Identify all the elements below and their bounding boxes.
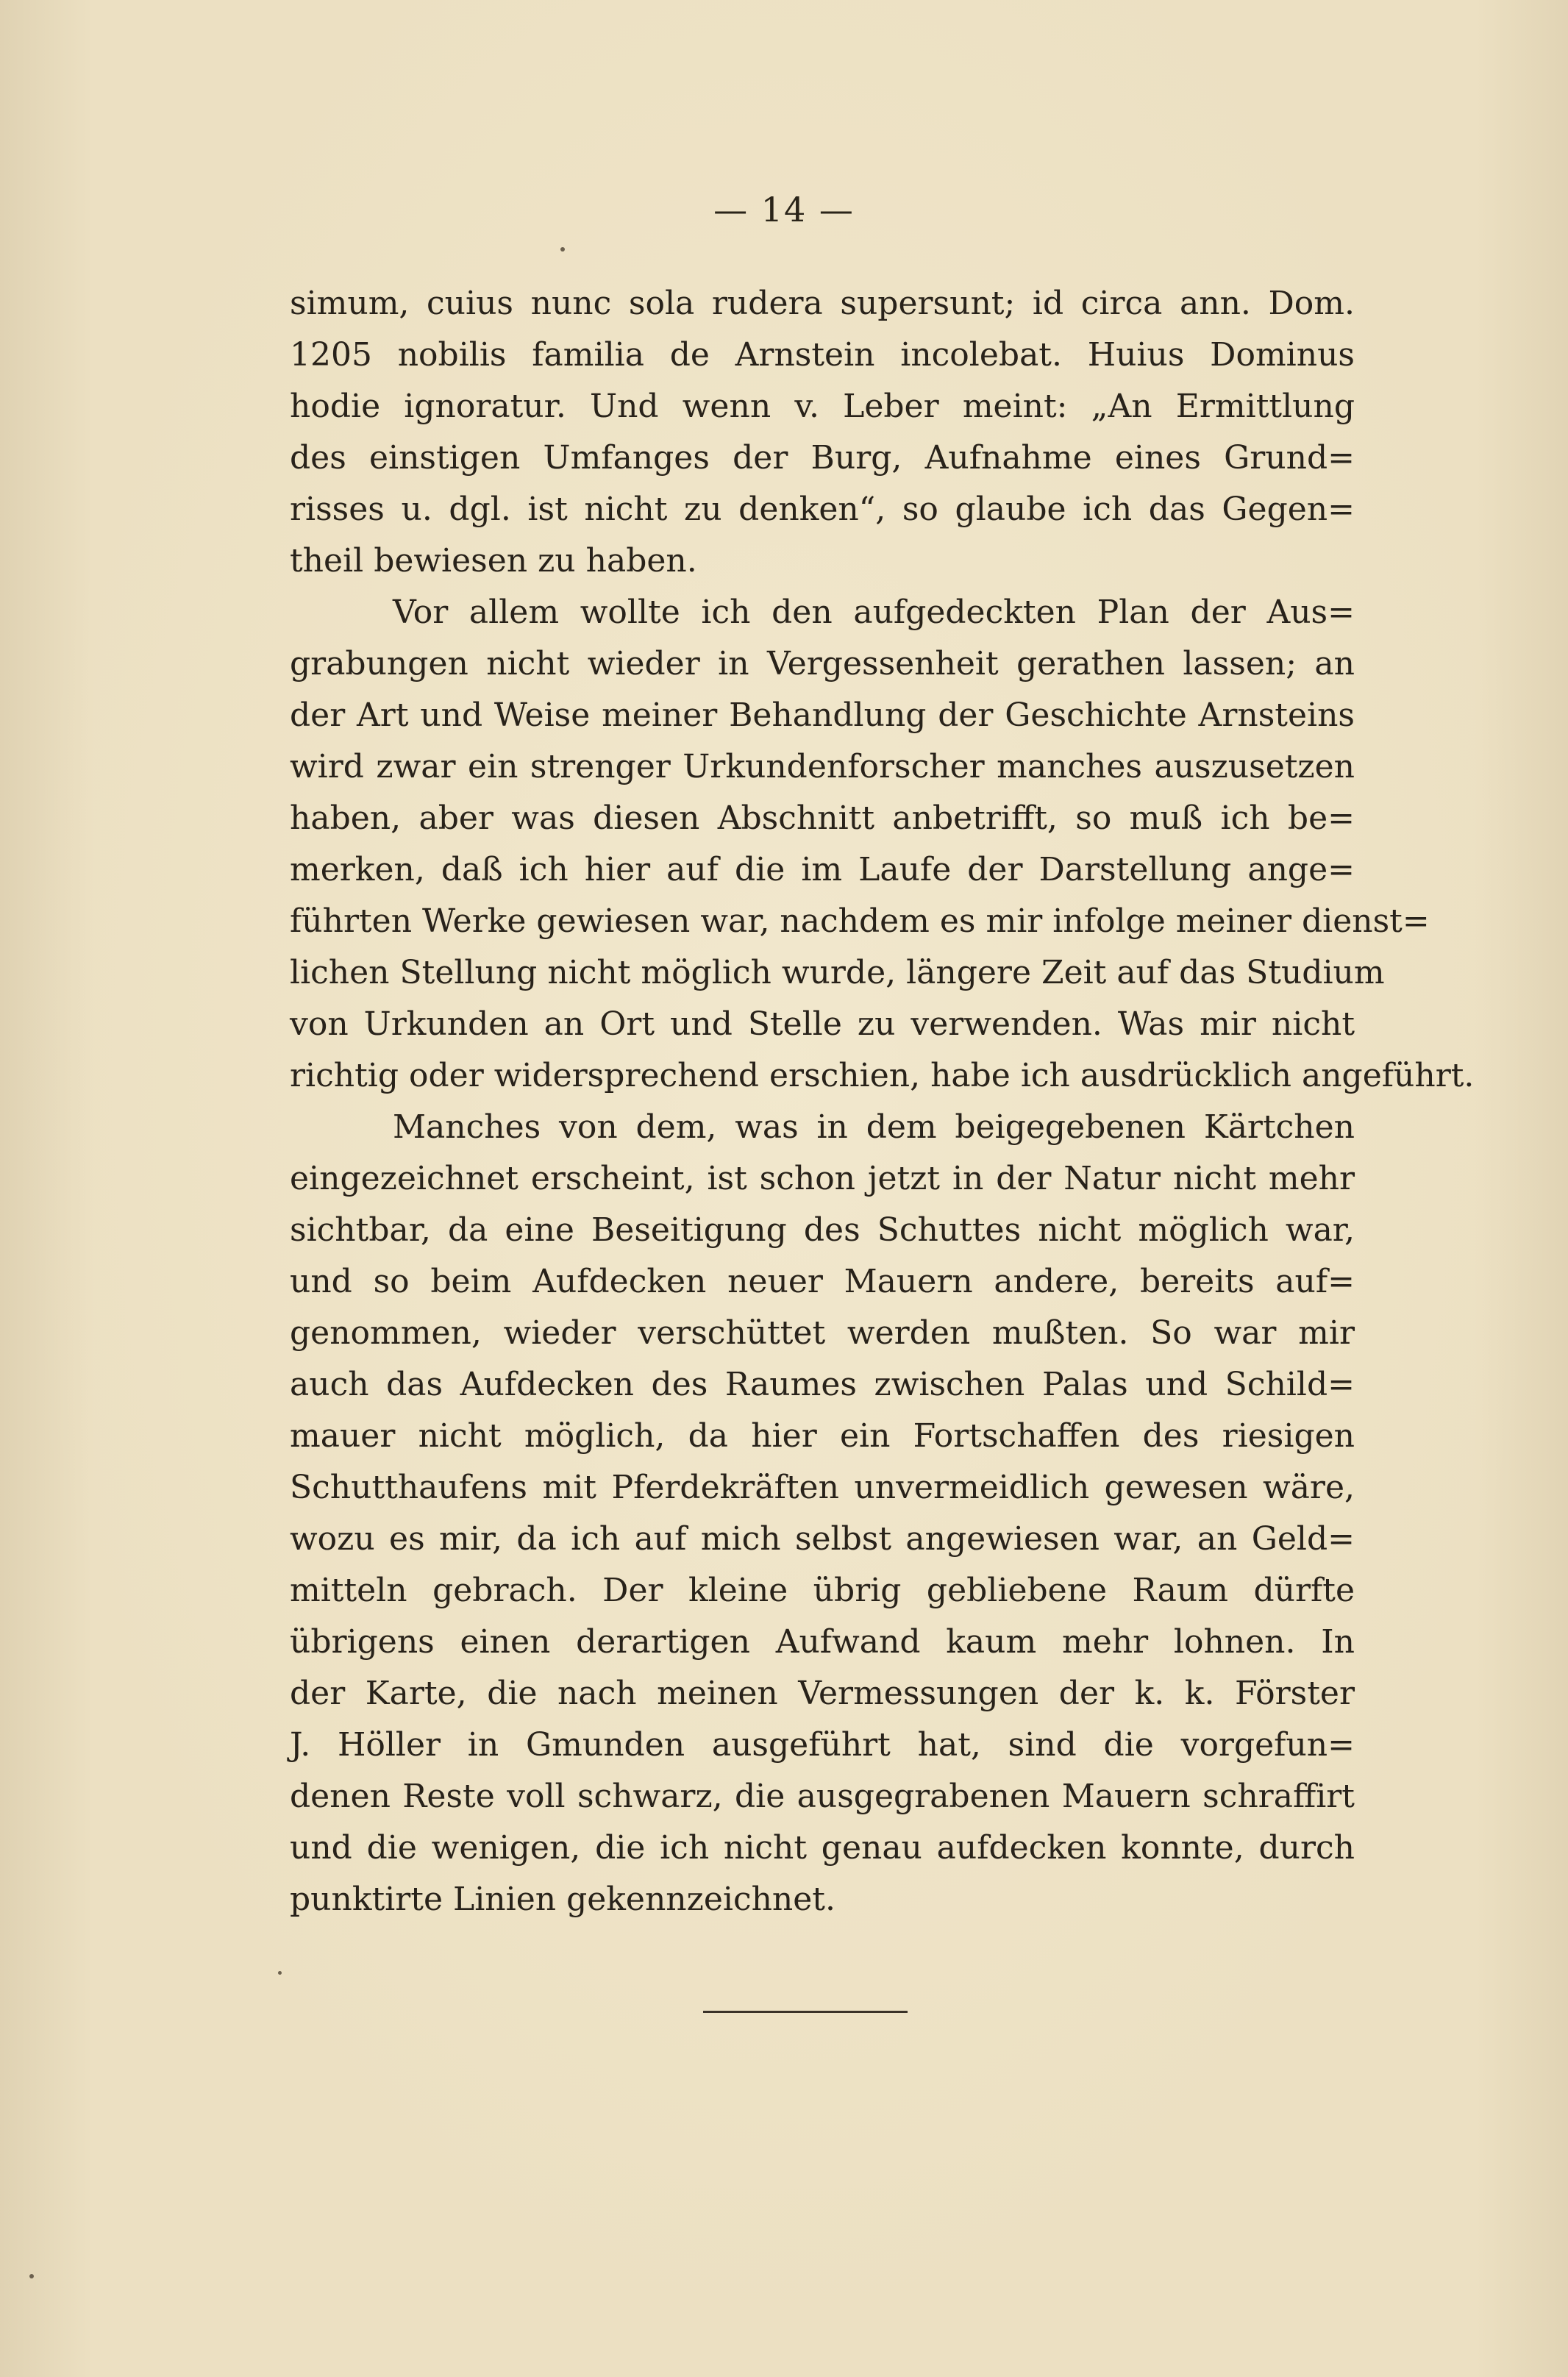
text-line: des einstigen Umfanges der Burg, Aufnahme eines Grund= xyxy=(290,439,1355,477)
text-line: wird zwar ein strenger Urkundenforscher manches auszusetzen xyxy=(290,748,1355,785)
page-number: — 14 — xyxy=(713,190,855,229)
text-line: lichen Stellung nicht möglich wurde, längere Zeit auf das Studium xyxy=(290,954,1385,991)
text-line: eingezeichnet erscheint, ist schon jetzt in der Natur nicht mehr xyxy=(290,1160,1355,1197)
text-line: simum, cuius nunc sola rudera supersunt; id circa ann. Dom. xyxy=(290,285,1355,322)
text-line: richtig oder widersprechend erschien, habe ich ausdrücklich angeführt. xyxy=(290,1057,1475,1094)
text-line: auch das Aufdecken des Raumes zwischen Palas und Schild= xyxy=(290,1366,1355,1403)
text-line: grabungen nicht wieder in Vergessenheit gerathen lassen; an xyxy=(290,645,1355,683)
text-line: mitteln gebrach. Der kleine übrig gebliebene Raum dürfte xyxy=(290,1572,1355,1609)
text-line: und so beim Aufdecken neuer Mauern andere, bereits auf= xyxy=(290,1263,1355,1300)
text-line: von Urkunden an Ort und Stelle zu verwenden. Was mir nicht xyxy=(290,1005,1355,1043)
text-line: Manches von dem, was in dem beigegebenen Kärtchen xyxy=(393,1108,1355,1146)
text-line: hodie ignoratur. Und wenn v. Leber meint: „An Ermittlung xyxy=(290,388,1355,425)
text-line: der Karte, die nach meinen Vermessungen der k. k. Förster xyxy=(290,1675,1355,1712)
text-line: genommen, wieder verschüttet werden mußten. So war mir xyxy=(290,1314,1355,1352)
text-line: 1205 nobilis familia de Arnstein incolebat. Huius Dominus xyxy=(290,336,1355,374)
text-line: J. Höller in Gmunden ausgeführt hat, sind die vorgefun= xyxy=(290,1726,1355,1764)
text-line: risses u. dgl. ist nicht zu denken“, so glaube ich das Gegen= xyxy=(290,491,1355,528)
paper-speck xyxy=(29,2274,34,2278)
paper-speck xyxy=(560,247,565,252)
text-line: übrigens einen derartigen Aufwand kaum mehr lohnen. In xyxy=(290,1623,1355,1661)
text-line: denen Reste voll schwarz, die ausgegrabenen Mauern schraffirt xyxy=(290,1778,1355,1815)
text-line: sichtbar, da eine Beseitigung des Schuttes nicht möglich war, xyxy=(290,1211,1355,1249)
text-line: wozu es mir, da ich auf mich selbst angewiesen war, an Geld= xyxy=(290,1520,1355,1558)
text-line: punktirte Linien gekennzeichnet. xyxy=(290,1881,835,1918)
text-line: und die wenigen, die ich nicht genau aufdecken konnte, durch xyxy=(290,1829,1355,1867)
text-line: theil bewiesen zu haben. xyxy=(290,542,697,580)
body-text xyxy=(290,278,1475,1925)
text-line: mauer nicht möglich, da hier ein Fortschaffen des riesigen xyxy=(290,1417,1355,1455)
end-rule xyxy=(703,2011,908,2013)
text-line: Schutthaufens mit Pferdekräften unvermeidlich gewesen wäre, xyxy=(290,1469,1355,1506)
paper-speck xyxy=(278,1971,282,1975)
text-line: führten Werke gewiesen war, nachdem es mir infolge meiner dienst= xyxy=(290,902,1430,940)
text-line: merken, daß ich hier auf die im Laufe der Darstellung ange= xyxy=(290,851,1355,888)
text-line: haben, aber was diesen Abschnitt anbetrifft, so muß ich be= xyxy=(290,799,1355,837)
text-line: der Art und Weise meiner Behandlung der Geschichte Arnsteins xyxy=(290,696,1355,734)
text-line: Vor allem wollte ich den aufgedeckten Plan der Aus= xyxy=(393,594,1355,631)
